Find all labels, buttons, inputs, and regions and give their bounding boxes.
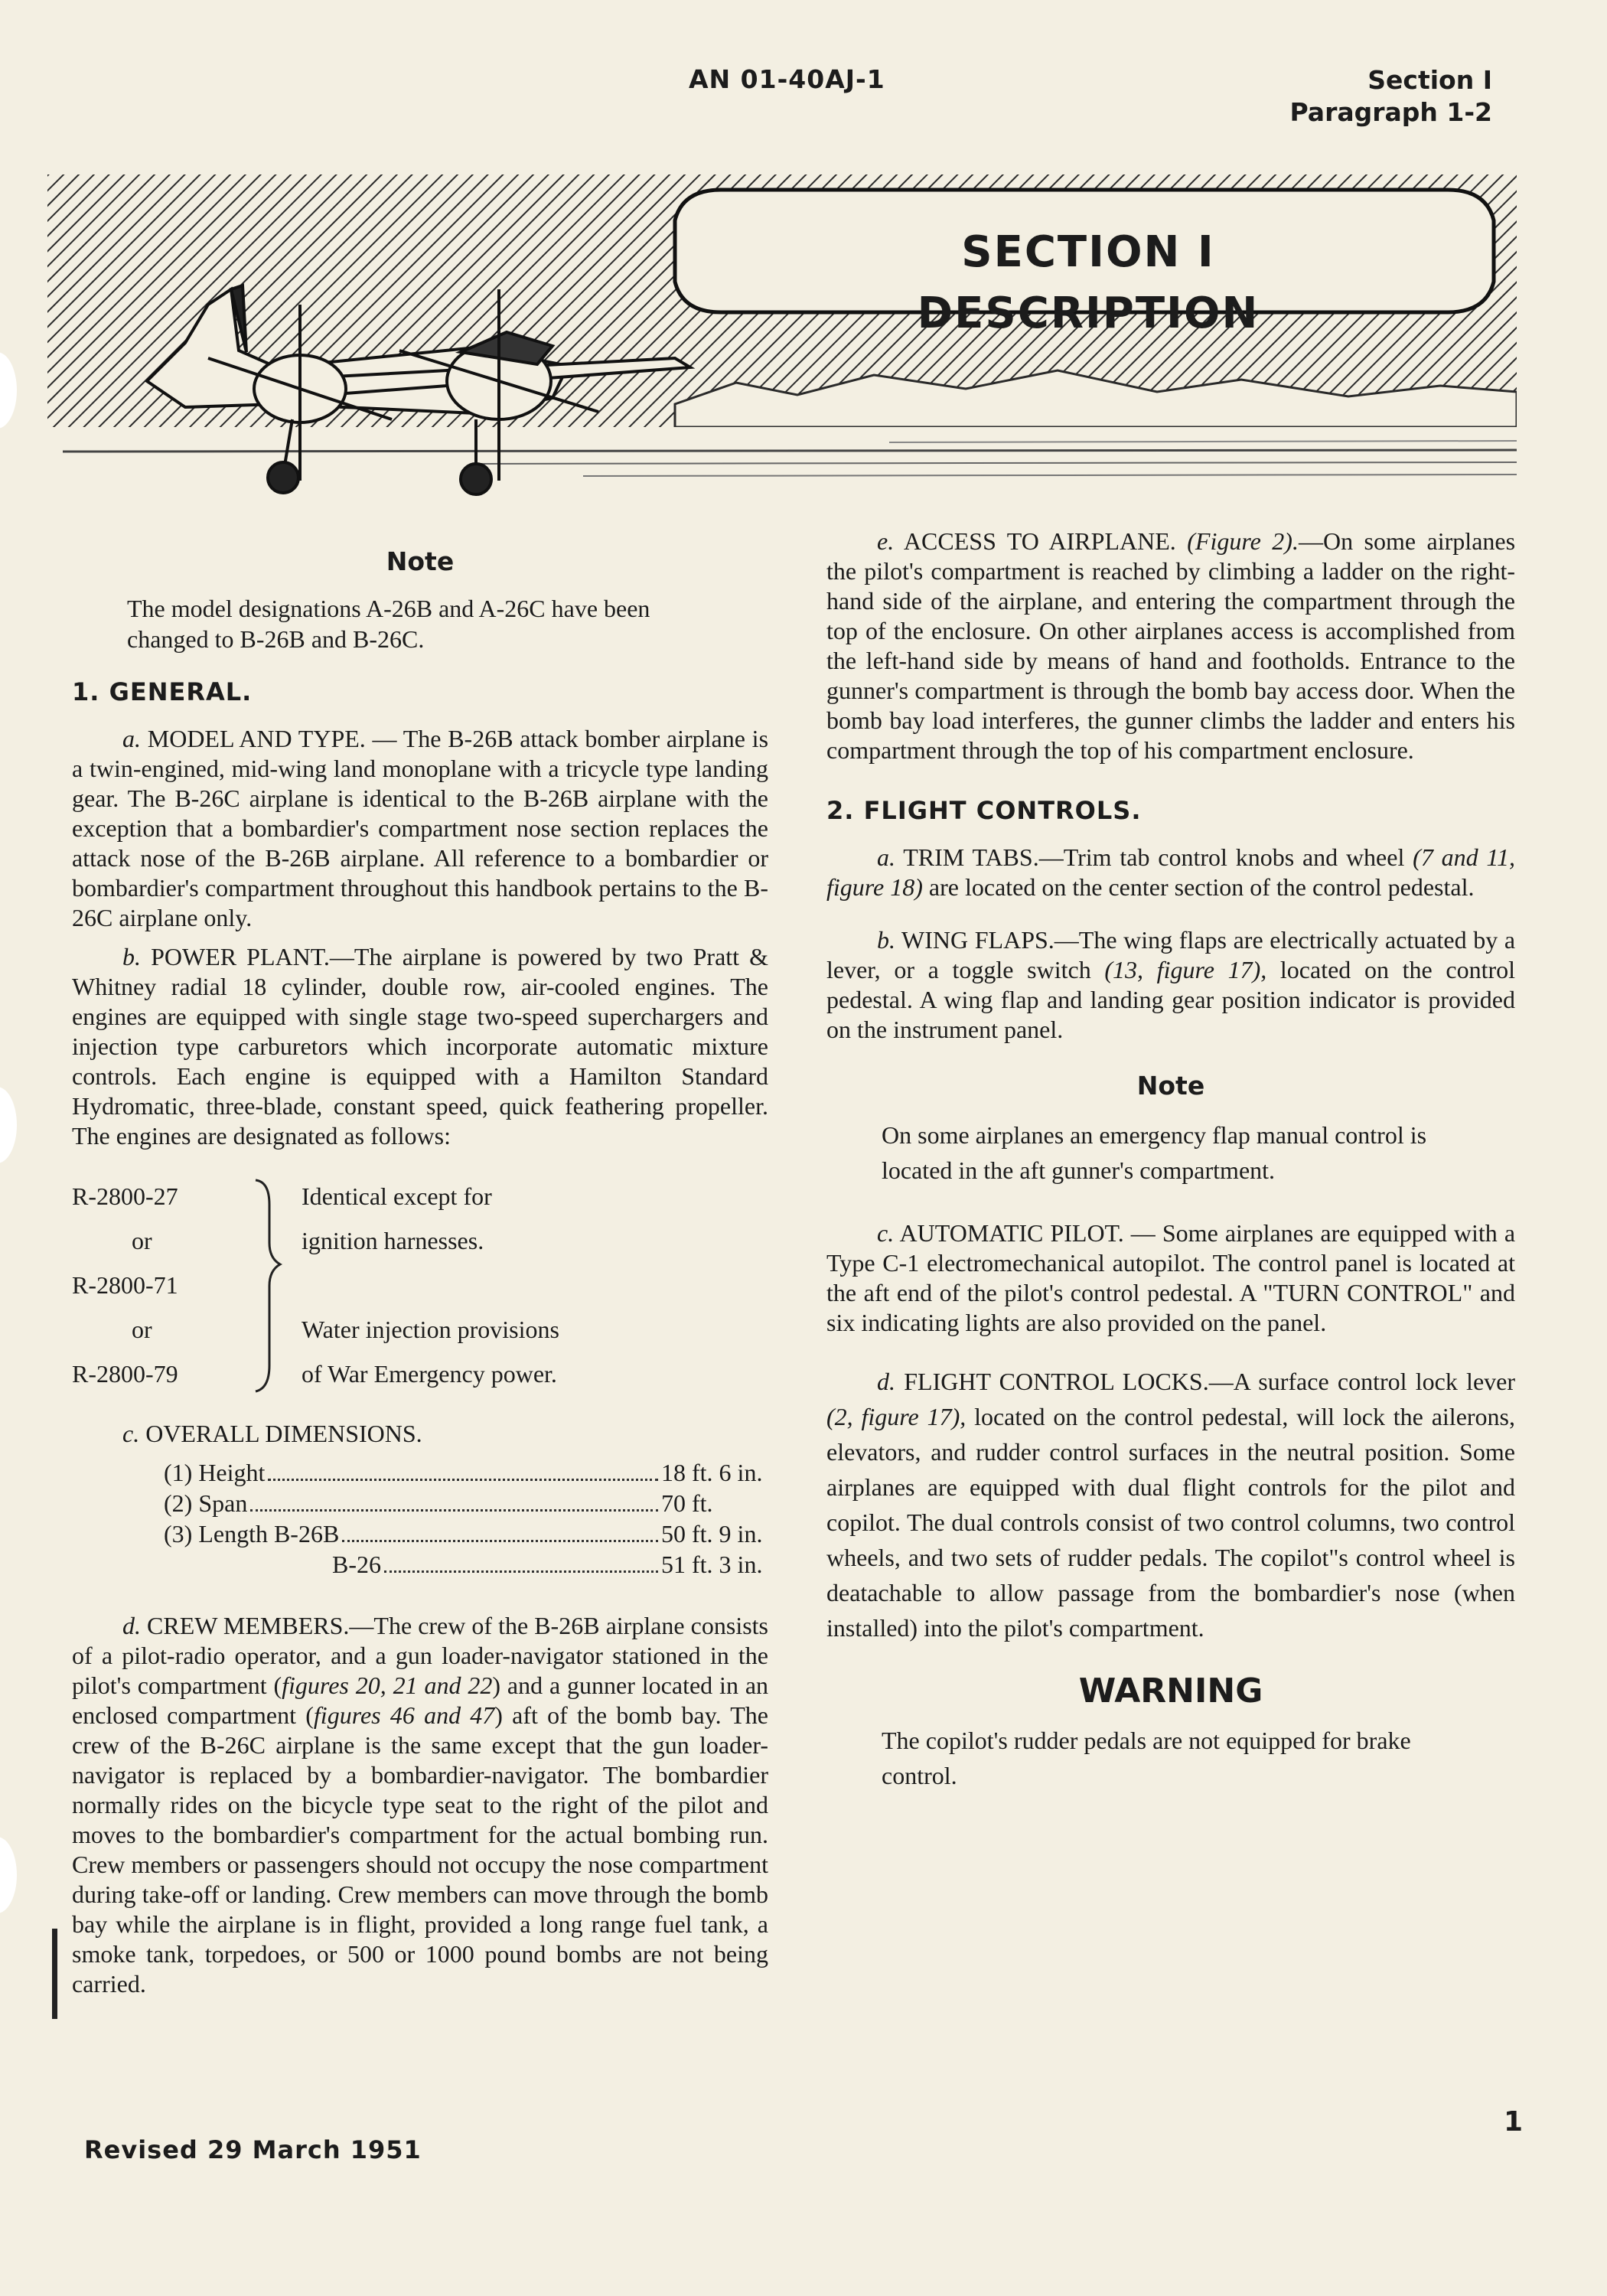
- engine-description: Identical except for: [302, 1182, 492, 1210]
- section-title-line2: DESCRIPTION: [917, 289, 1260, 338]
- dimension-row: (2) Span 70 ft.: [164, 1489, 713, 1517]
- note-heading: Note: [386, 546, 455, 576]
- document-number: AN 01-40AJ-1: [689, 64, 885, 94]
- general-heading: 1. GENERAL.: [72, 677, 253, 706]
- punch-hole: [0, 1837, 17, 1913]
- page-number: 1: [1503, 2106, 1523, 2138]
- paragraph-wing-flaps: b. WING FLAPS.—The wing flaps are electrically actuated by a lever, or a toggle switch (13, figure 17), located on the control pedestal. A wing flap and landing gear position indicator is provided on the instrument panel.: [826, 926, 1516, 1043]
- brace-icon: [246, 1174, 292, 1396]
- dimension-row: (1) Height 18 ft. 6 in.: [164, 1459, 763, 1486]
- note-text: The model designations A-26B and A-26C have been changed to B-26B and B-26C.: [127, 595, 650, 653]
- engine-designations: [72, 1174, 768, 1396]
- engine-model: R-2800-27: [72, 1182, 178, 1210]
- engine-model: R-2800-79: [72, 1360, 178, 1388]
- engine-description: of War Emergency power.: [302, 1360, 557, 1388]
- dimensions-list: [72, 1458, 768, 1580]
- engine-description: Water injection provisions: [302, 1316, 559, 1343]
- revision-bar: [52, 1929, 57, 2019]
- note-text: On some airplanes an emergency flap manual control is located in the aft gunner's compartment.: [882, 1121, 1427, 1184]
- engine-or: or: [132, 1227, 152, 1254]
- paragraph-access-to-airplane: e. ACCESS TO AIRPLANE. (Figure 2).—On some airplanes the pilot's compartment is reached by climbing a ladder on the right-hand side of the airplane, and entering the compartment through the top of the enclosure. On other airplanes access is accomplished from the left-hand side by means of hand and footholds. Entrance to the gunner's compartment is through the bomb bay access door. When the bomb bay load interferes, the gunner climbs the ladder and enters his compartment through the top of his compartment enclosure.: [826, 527, 1516, 764]
- paragraph-overall-dimensions: c. OVERALL DIMENSIONS.: [122, 1420, 422, 1447]
- engine-or: or: [132, 1316, 152, 1343]
- punch-hole: [0, 352, 17, 429]
- dimension-row: (3) Length B-26B 50 ft. 9 in.: [164, 1520, 763, 1548]
- section-label: Section I: [1367, 65, 1492, 95]
- warning-text: The copilot's rudder pedals are not equipped for brake control.: [882, 1727, 1411, 1789]
- revision-date: Revised 29 March 1951: [84, 2135, 422, 2164]
- engine-model: R-2800-71: [72, 1271, 178, 1299]
- paragraph-label: Paragraph 1-2: [1289, 97, 1492, 127]
- paragraph-crew-members: d. CREW MEMBERS.—The crew of the B-26B airplane consists of a pilot-radio operator, and a gun loader-navigator stationed in the pilot's compartment (figures 20, 21 and 22) and a gunner located in an enclosed compartment (figures 46 and 47) aft of the bomb bay. The crew of the B-26C airplane is the same except that the gun loader-navigator is replaced by a bombardier-navigator. The bombardier normally rides on the bicycle type seat to the right of the pilot and moves to the bombardier's compartment for the actual bombing run. Crew members or passengers should not occupy the nose compartment during take-off or landing. Crew members can move through the bomb bay while the airplane is in flight, provided a long range fuel tank, a smoke tank, torpedoes, or 500 or 1000 pound bombs are not being carried.: [72, 1612, 769, 1998]
- dimension-row: B-26 51 ft. 3 in.: [332, 1551, 763, 1578]
- paragraph-flight-control-locks: d. FLIGHT CONTROL LOCKS.—A surface control lock lever (2, figure 17), located on the control pedestal, will lock the ailerons, elevators, and rudder control surfaces in the neutral position. Some airplanes are equipped with dual flight controls for the pilot and copilot. The dual controls consist of two control columns, two control wheels, and two sets of rudder pedals. The copilot"s control wheel is deatachable to allow passage from the bombardier's nose (when installed) into the pilot's compartment.: [826, 1368, 1516, 1642]
- section-paragraph-header: [1290, 64, 1493, 129]
- right-column: [826, 527, 1515, 1816]
- section-banner: [47, 174, 1517, 511]
- section-title: [683, 222, 1494, 344]
- warning-heading: WARNING: [1078, 1671, 1263, 1711]
- paragraph-automatic-pilot: c. AUTOMATIC PILOT. — Some airplanes are equipped with a Type C-1 electromechanical autopilot. The control panel is located at the aft end of the pilot's control pedestal. A "TURN CONTROL" and six indicating lights are also provided on the panel.: [826, 1219, 1516, 1336]
- flight-controls-heading: 2. FLIGHT CONTROLS.: [826, 796, 1142, 825]
- paragraph-trim-tabs: a. TRIM TABS.—Trim tab control knobs and wheel (7 and 11, figure 18) are located on the center section of the control pedestal.: [826, 843, 1516, 901]
- note-heading: Note: [1136, 1071, 1205, 1101]
- paragraph-power-plant: b. POWER PLANT.—The airplane is powered by two Pratt & Whitney radial 18 cylinder, double row, air-cooled engines. The engines are equipped with single stage two-speed superchargers and injection type carburetors which incorporate automatic mixture controls. Each engine is equipped with a Hamilton Standard Hydromatic, three-blade, constant speed, quick feathering propeller. The engines are designated as follows:: [72, 943, 769, 1150]
- punch-hole: [0, 1087, 17, 1163]
- engine-description: ignition harnesses.: [302, 1227, 484, 1254]
- paragraph-model-and-type: a. MODEL AND TYPE. — The B-26B attack bomber airplane is a twin-engined, mid-wing land monoplane with a tricycle type landing gear. The B-26C airplane is identical to the B-26B airplane with the exception that a bombardier's compartment nose section replaces the attack nose of the B-26B airplane. All reference to a bombardier or bombardier's compartment throughout this handbook pertains to the B-26C airplane only.: [72, 725, 769, 931]
- section-title-line1: SECTION I: [961, 227, 1215, 277]
- left-column: [72, 539, 768, 2008]
